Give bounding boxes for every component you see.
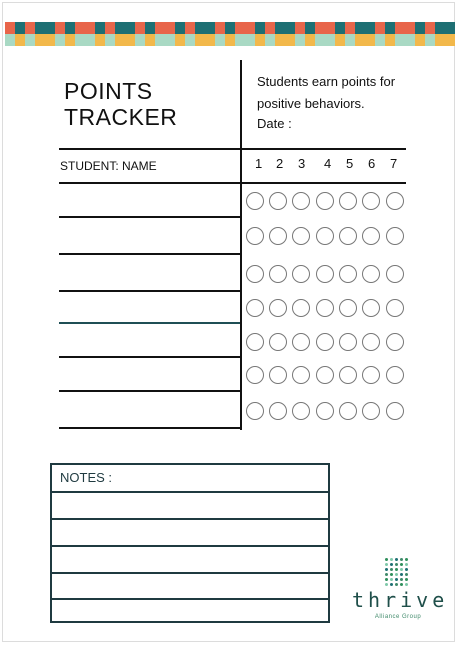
point-circle[interactable]	[269, 227, 287, 245]
point-circle[interactable]	[292, 265, 310, 283]
logo-dot	[395, 573, 398, 576]
mosaic-tile	[25, 22, 35, 34]
mosaic-tile	[45, 34, 55, 46]
mosaic-tile	[85, 22, 95, 34]
mosaic-tile	[245, 34, 255, 46]
point-circle[interactable]	[246, 299, 264, 317]
mosaic-tile	[295, 34, 305, 46]
mosaic-tile	[345, 34, 355, 46]
mosaic-tile	[185, 22, 195, 34]
mosaic-tile	[215, 34, 225, 46]
decorative-mosaic-border	[5, 22, 455, 46]
mosaic-tile	[445, 22, 455, 34]
mosaic-tile	[105, 34, 115, 46]
logo-dot	[405, 583, 408, 586]
mosaic-tile	[325, 22, 335, 34]
mosaic-tile	[145, 22, 155, 34]
point-circle[interactable]	[362, 192, 380, 210]
mosaic-tile	[255, 34, 265, 46]
logo-dot	[395, 583, 398, 586]
point-circle[interactable]	[269, 265, 287, 283]
point-circle[interactable]	[386, 265, 404, 283]
page-title	[64, 78, 177, 130]
point-column-number: 3	[298, 156, 306, 171]
mosaic-tile	[365, 22, 375, 34]
mosaic-tile	[315, 22, 325, 34]
mosaic-tile	[445, 34, 455, 46]
mosaic-tile	[65, 34, 75, 46]
point-circle[interactable]	[362, 265, 380, 283]
logo-dot	[390, 558, 393, 561]
mosaic-tile	[275, 34, 285, 46]
logo-dot	[395, 563, 398, 566]
point-circle[interactable]	[316, 227, 334, 245]
mosaic-tile	[335, 22, 345, 34]
point-circle[interactable]	[362, 402, 380, 420]
mosaic-tile	[35, 34, 45, 46]
mosaic-tile	[195, 22, 205, 34]
point-circle[interactable]	[316, 402, 334, 420]
mosaic-tile	[405, 22, 415, 34]
description-text: Students earn points for positive behaviors.	[257, 74, 396, 111]
logo-dot	[405, 578, 408, 581]
mosaic-tile	[95, 22, 105, 34]
point-circle[interactable]	[339, 192, 357, 210]
logo-dot	[400, 583, 403, 586]
point-circle[interactable]	[316, 333, 334, 351]
student-name-line[interactable]	[59, 290, 240, 292]
logo-dot	[405, 568, 408, 571]
point-circle[interactable]	[339, 402, 357, 420]
mosaic-tile	[265, 34, 275, 46]
mosaic-tile	[65, 22, 75, 34]
logo-dot	[395, 578, 398, 581]
point-column-number: 6	[368, 156, 376, 171]
point-circle[interactable]	[339, 227, 357, 245]
mosaic-tile	[385, 22, 395, 34]
mosaic-tile	[55, 34, 65, 46]
logo-dot	[400, 563, 403, 566]
mosaic-tile	[275, 22, 285, 34]
mosaic-tile	[415, 34, 425, 46]
mosaic-tile	[305, 22, 315, 34]
point-column-number: 7	[390, 156, 398, 171]
point-circle[interactable]	[386, 192, 404, 210]
point-column-number: 5	[346, 156, 354, 171]
mosaic-tile	[235, 34, 245, 46]
point-circle[interactable]	[386, 366, 404, 384]
mosaic-tile	[155, 34, 165, 46]
mosaic-tile	[345, 22, 355, 34]
student-name-line[interactable]	[59, 216, 240, 218]
mosaic-tile	[285, 22, 295, 34]
date-label: Date :	[257, 116, 292, 131]
logo-wordmark: thrive	[352, 588, 449, 612]
notes-line[interactable]	[52, 598, 330, 600]
mosaic-tile	[15, 34, 25, 46]
logo-dot	[400, 573, 403, 576]
point-circle[interactable]	[386, 227, 404, 245]
logo-dot	[395, 558, 398, 561]
point-circle[interactable]	[386, 333, 404, 351]
logo-dot	[385, 558, 388, 561]
mosaic-tile	[425, 34, 435, 46]
mosaic-tile	[115, 22, 125, 34]
point-circle[interactable]	[269, 299, 287, 317]
point-circle[interactable]	[269, 366, 287, 384]
point-circle[interactable]	[246, 333, 264, 351]
point-circle[interactable]	[292, 192, 310, 210]
point-circle[interactable]	[292, 299, 310, 317]
mosaic-tile	[5, 22, 15, 34]
point-column-number: 1	[255, 156, 263, 171]
mosaic-tile	[235, 22, 245, 34]
mosaic-tile	[365, 34, 375, 46]
point-circle[interactable]	[292, 366, 310, 384]
mosaic-tile	[95, 34, 105, 46]
mosaic-tile	[265, 22, 275, 34]
mosaic-tile	[105, 22, 115, 34]
mosaic-tile	[325, 34, 335, 46]
point-circle[interactable]	[316, 299, 334, 317]
logo-dot	[405, 563, 408, 566]
mosaic-tile	[405, 34, 415, 46]
point-circle[interactable]	[246, 402, 264, 420]
point-column-number: 4	[324, 156, 332, 171]
logo-dot	[390, 573, 393, 576]
mosaic-tile	[295, 22, 305, 34]
mosaic-tile	[125, 34, 135, 46]
mosaic-tile	[165, 22, 175, 34]
point-circle[interactable]	[386, 299, 404, 317]
point-circle[interactable]	[316, 366, 334, 384]
header-divider-left	[59, 148, 242, 150]
mosaic-tile	[205, 34, 215, 46]
mosaic-tile	[145, 34, 155, 46]
point-circle[interactable]	[292, 402, 310, 420]
logo-dot	[400, 558, 403, 561]
point-circle[interactable]	[339, 333, 357, 351]
student-name-line[interactable]	[59, 322, 240, 324]
logo-dot	[385, 568, 388, 571]
mosaic-tile	[125, 22, 135, 34]
point-circle[interactable]	[246, 227, 264, 245]
student-name-line[interactable]	[59, 356, 240, 358]
mosaic-tile	[375, 34, 385, 46]
logo-dot	[390, 563, 393, 566]
mosaic-tile	[355, 22, 365, 34]
point-circle[interactable]	[292, 227, 310, 245]
mosaic-tile	[205, 22, 215, 34]
logo-dot	[385, 578, 388, 581]
mosaic-tile	[115, 34, 125, 46]
logo-dot	[385, 573, 388, 576]
notes-label: NOTES :	[60, 470, 113, 485]
logo-dot	[390, 578, 393, 581]
mosaic-tile	[305, 34, 315, 46]
mosaic-tile	[35, 22, 45, 34]
point-circle[interactable]	[339, 299, 357, 317]
mosaic-tile	[255, 22, 265, 34]
title-line-1: POINTS	[64, 78, 153, 104]
point-circle[interactable]	[246, 366, 264, 384]
point-circle[interactable]	[362, 227, 380, 245]
mosaic-tile	[185, 34, 195, 46]
mosaic-tile	[175, 22, 185, 34]
mosaic-tile	[215, 22, 225, 34]
point-circle[interactable]	[246, 192, 264, 210]
vertical-divider	[240, 60, 242, 430]
title-line-2: TRACKER	[64, 104, 178, 130]
mosaic-tile	[15, 22, 25, 34]
point-circle[interactable]	[269, 402, 287, 420]
mosaic-tile	[25, 34, 35, 46]
mosaic-tile	[75, 22, 85, 34]
mosaic-tile	[385, 34, 395, 46]
logo-dot	[390, 568, 393, 571]
point-circle[interactable]	[269, 192, 287, 210]
student-name-label: STUDENT: NAME	[60, 159, 157, 173]
logo-dots-icon	[385, 558, 411, 588]
mosaic-tile	[195, 34, 205, 46]
logo-dot	[385, 563, 388, 566]
mosaic-tile	[75, 34, 85, 46]
logo-dot	[405, 573, 408, 576]
point-circle[interactable]	[316, 192, 334, 210]
mosaic-tile	[85, 34, 95, 46]
point-circle[interactable]	[339, 366, 357, 384]
mosaic-tile	[55, 22, 65, 34]
point-circle[interactable]	[316, 265, 334, 283]
thrive-logo	[352, 558, 449, 622]
point-column-numbers	[245, 156, 407, 176]
header-divider-right	[240, 148, 406, 150]
mosaic-tile	[225, 22, 235, 34]
point-circle[interactable]	[269, 333, 287, 351]
logo-dot	[385, 583, 388, 586]
point-column-number: 2	[276, 156, 284, 171]
mosaic-tile	[225, 34, 235, 46]
mosaic-tile	[395, 22, 405, 34]
logo-subtitle: Alliance Group	[374, 614, 422, 620]
student-name-line[interactable]	[59, 390, 240, 392]
mosaic-tile	[335, 34, 345, 46]
point-circle[interactable]	[386, 402, 404, 420]
mosaic-tile	[415, 22, 425, 34]
mosaic-tile	[135, 34, 145, 46]
student-name-line[interactable]	[59, 253, 240, 255]
logo-dot	[405, 558, 408, 561]
notes-line[interactable]	[52, 491, 330, 493]
logo-dot	[395, 568, 398, 571]
mosaic-tile	[165, 34, 175, 46]
logo-dot	[400, 578, 403, 581]
mosaic-tile	[155, 22, 165, 34]
mosaic-tile	[435, 22, 445, 34]
point-circle[interactable]	[292, 333, 310, 351]
mosaic-tile	[425, 22, 435, 34]
mosaic-tile	[435, 34, 445, 46]
notes-line[interactable]	[52, 518, 330, 520]
mosaic-tile	[245, 22, 255, 34]
point-circle[interactable]	[362, 299, 380, 317]
point-circle[interactable]	[362, 366, 380, 384]
notes-line[interactable]	[52, 572, 330, 574]
logo-dot	[390, 583, 393, 586]
student-name-line[interactable]	[59, 427, 242, 429]
mosaic-tile	[315, 34, 325, 46]
point-circle[interactable]	[246, 265, 264, 283]
mosaic-tile	[285, 34, 295, 46]
mosaic-tile	[355, 34, 365, 46]
logo-dot	[400, 568, 403, 571]
table-header-bottom-line	[59, 182, 406, 184]
mosaic-tile	[375, 22, 385, 34]
notes-box	[50, 463, 330, 623]
notes-line[interactable]	[52, 545, 330, 547]
point-circle[interactable]	[362, 333, 380, 351]
mosaic-tile	[175, 34, 185, 46]
mosaic-tile	[395, 34, 405, 46]
mosaic-tile	[135, 22, 145, 34]
mosaic-tile	[45, 22, 55, 34]
mosaic-tile	[5, 34, 15, 46]
point-circle[interactable]	[339, 265, 357, 283]
